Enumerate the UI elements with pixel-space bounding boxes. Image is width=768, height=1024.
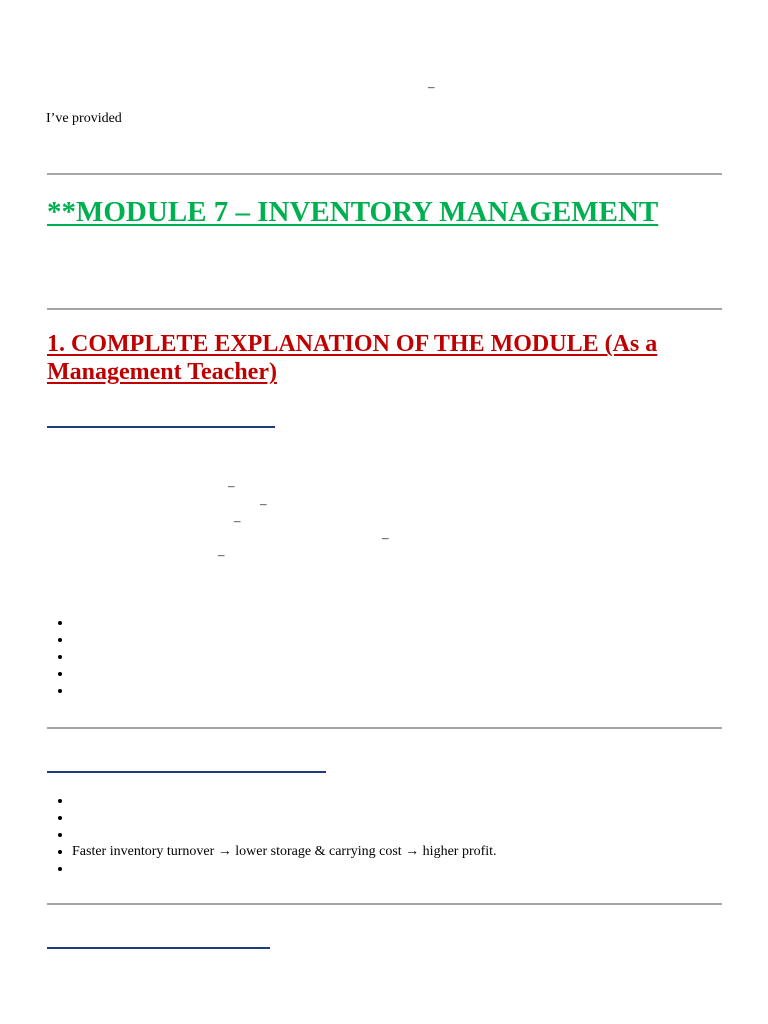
dash-mark: –: [234, 513, 241, 528]
list-item: [72, 843, 497, 860]
list-item: [72, 826, 497, 843]
subheading-rule: [47, 426, 275, 428]
list-item-text: Faster inventory turnover → lower storage & carrying cost → higher profit.: [72, 844, 497, 859]
bullet-list: [47, 792, 497, 877]
divider: [47, 903, 722, 905]
list-item: [72, 860, 497, 877]
module-title: **MODULE 7 – INVENTORY MANAGEMENT: [47, 196, 659, 228]
subheading-rule: [47, 771, 326, 773]
intro-text: I’ve provided: [46, 111, 122, 126]
dash-mark: –: [218, 547, 225, 562]
dash-mark: –: [228, 478, 235, 493]
section-heading: 1. COMPLETE EXPLANATION OF THE MODULE (As a Management Teacher): [47, 331, 658, 385]
dash-mark: –: [382, 530, 389, 545]
list-item: [72, 809, 497, 826]
dash-mark: –: [428, 79, 435, 94]
subheading-rule: [47, 947, 270, 949]
list-item: [72, 792, 497, 809]
bullet-list: [47, 614, 72, 699]
divider: [47, 727, 722, 729]
divider: [47, 173, 722, 175]
divider: [47, 308, 722, 310]
dash-mark: –: [260, 496, 267, 511]
